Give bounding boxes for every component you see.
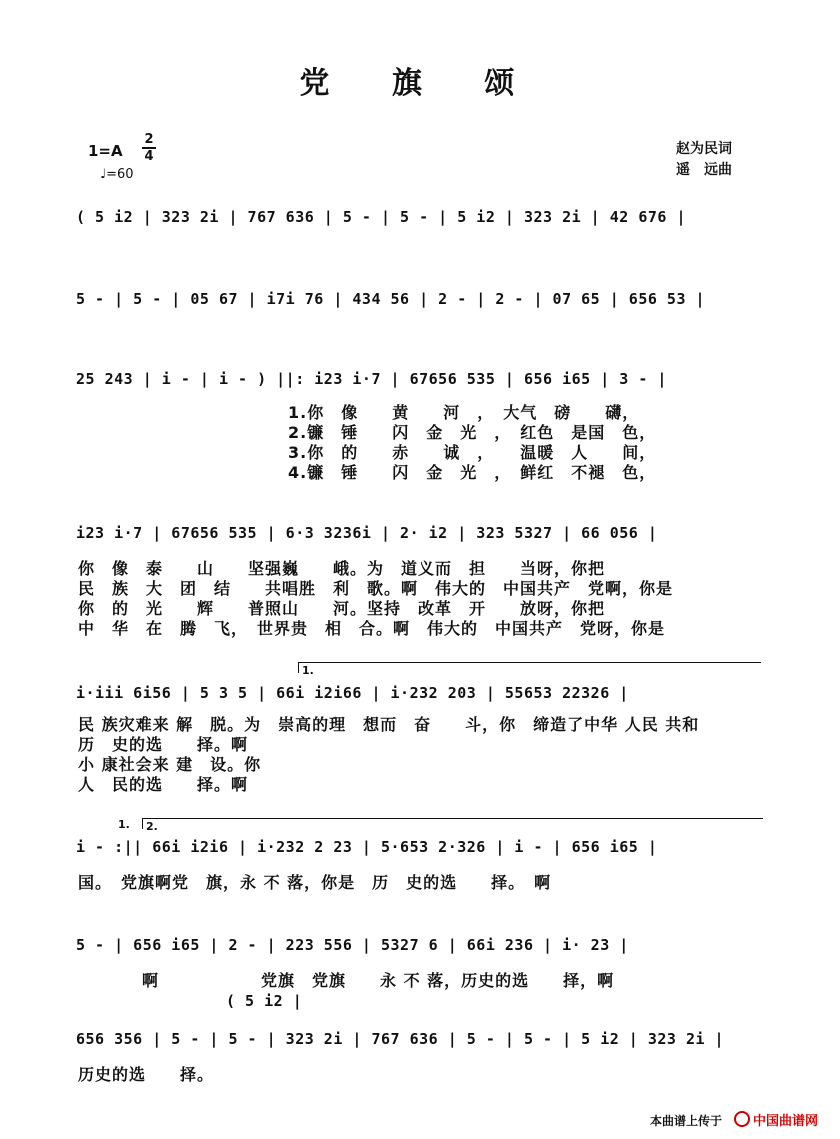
tempo-marking: ♩=60 <box>100 167 134 182</box>
site-logo[interactable] <box>734 1110 818 1129</box>
music-system-3: 25 243 | i - | i - ) ||: i23 i·7 | 67656 535 | 656 i65 | 3 - | <box>76 370 667 388</box>
time-signature-top: 2 <box>144 132 154 147</box>
music-system-4: i23 i·7 | 67656 535 | 6·3 3236i | 2· i2 | 323 5327 | 66 056 | <box>76 524 658 542</box>
composer-credit: 遥 远曲 <box>676 162 732 178</box>
interlude-notes: ( 5 i2 | <box>226 992 303 1010</box>
first-ending-number: 1. <box>302 664 314 677</box>
chorus-lyric-4: 中 华 在 腾 飞， 世界贵 相 合。啊 伟大的 中国共产 党呀，你是 <box>78 619 666 638</box>
line5-lyric-2: 历 史的选 择。啊 <box>78 735 249 754</box>
line7-lyric: 啊 党旗 党旗 永 不 落，历史的选 择，啊 <box>142 971 615 990</box>
line8-lyric: 历史的选 择。 <box>78 1065 215 1084</box>
chorus-lyric-3: 你 的 光 辉 普照山 河。坚持 改革 开 放呀，你把 <box>78 599 606 618</box>
verse-lyric-2: 2.镰 锤 闪 金 光 ， 红色 是国 色， <box>288 423 657 442</box>
song-title: 党 旗 颂 <box>299 66 541 101</box>
chorus-lyric-2: 民 族 大 团 结 共唱胜 利 歌。啊 伟大的 中国共产 党啊，你是 <box>78 579 674 598</box>
verse-lyric-4: 4.镰 锤 闪 金 光 ， 鲜红 不褪 色， <box>288 463 657 482</box>
line6-lyric: 国。 党旗啊党 旗，永 不 落，你是 历 史的选 择。 啊 <box>78 873 552 892</box>
music-system-7: 5 - | 656 i65 | 2 - | 223 556 | 5327 6 | 66i 236 | i· 23 | <box>76 936 629 954</box>
music-system-5: i·iii 6i56 | 5 3 5 | 66i i2i66 | i·232 203 | 55653 22326 | <box>76 684 629 702</box>
music-system-8: 656 356 | 5 - | 5 - | 323 2i | 767 636 | 5 - | 5 - | 5 i2 | 323 2i | <box>76 1030 725 1048</box>
upload-note: 本曲谱上传于 <box>650 1114 723 1128</box>
site-logo-icon <box>734 1111 750 1127</box>
second-ending-bracket <box>142 818 763 829</box>
line5-lyric-3: 小 康社会来 建 设。你 <box>78 755 262 774</box>
music-system-1: ( 5 i2 | 323 2i | 767 636 | 5 - | 5 - | 5 i2 | 323 2i | 42 676 | <box>76 208 686 226</box>
time-signature-bottom: 4 <box>144 149 154 164</box>
music-system-6: i - :|| 66i i2i6 | i·232 2 23 | 5·653 2·326 | i - | 656 i65 | <box>76 838 658 856</box>
second-ending-number: 2. <box>146 820 158 833</box>
key-signature: 1=A <box>88 142 123 160</box>
lyricist-credit: 赵为民词 <box>676 141 732 157</box>
verse-lyric-3: 3.你 的 赤 诚 ， 温暖 人 间， <box>288 443 657 462</box>
time-signature <box>142 133 156 163</box>
line5-lyric-1: 民 族灾难来 解 脱。为 崇高的理 想而 奋 斗，你 缔造了中华 人民 共和 <box>78 715 700 734</box>
music-system-2: 5 - | 5 - | 05 67 | i7i 76 | 434 56 | 2 - | 2 - | 07 65 | 656 53 | <box>76 290 706 308</box>
chorus-lyric-1: 你 像 泰 山 坚强巍 峨。为 道义而 担 当呀，你把 <box>78 559 606 578</box>
verse-lyric-1: 1.你 像 黄 河 ， 大气 磅 礴， <box>288 403 640 422</box>
first-ending-bracket <box>298 662 761 673</box>
line5-lyric-4: 人 民的选 择。啊 <box>78 775 249 794</box>
first-ending-number-repeat: 1. <box>118 818 130 831</box>
site-name: 中国曲谱网 <box>753 1114 819 1129</box>
